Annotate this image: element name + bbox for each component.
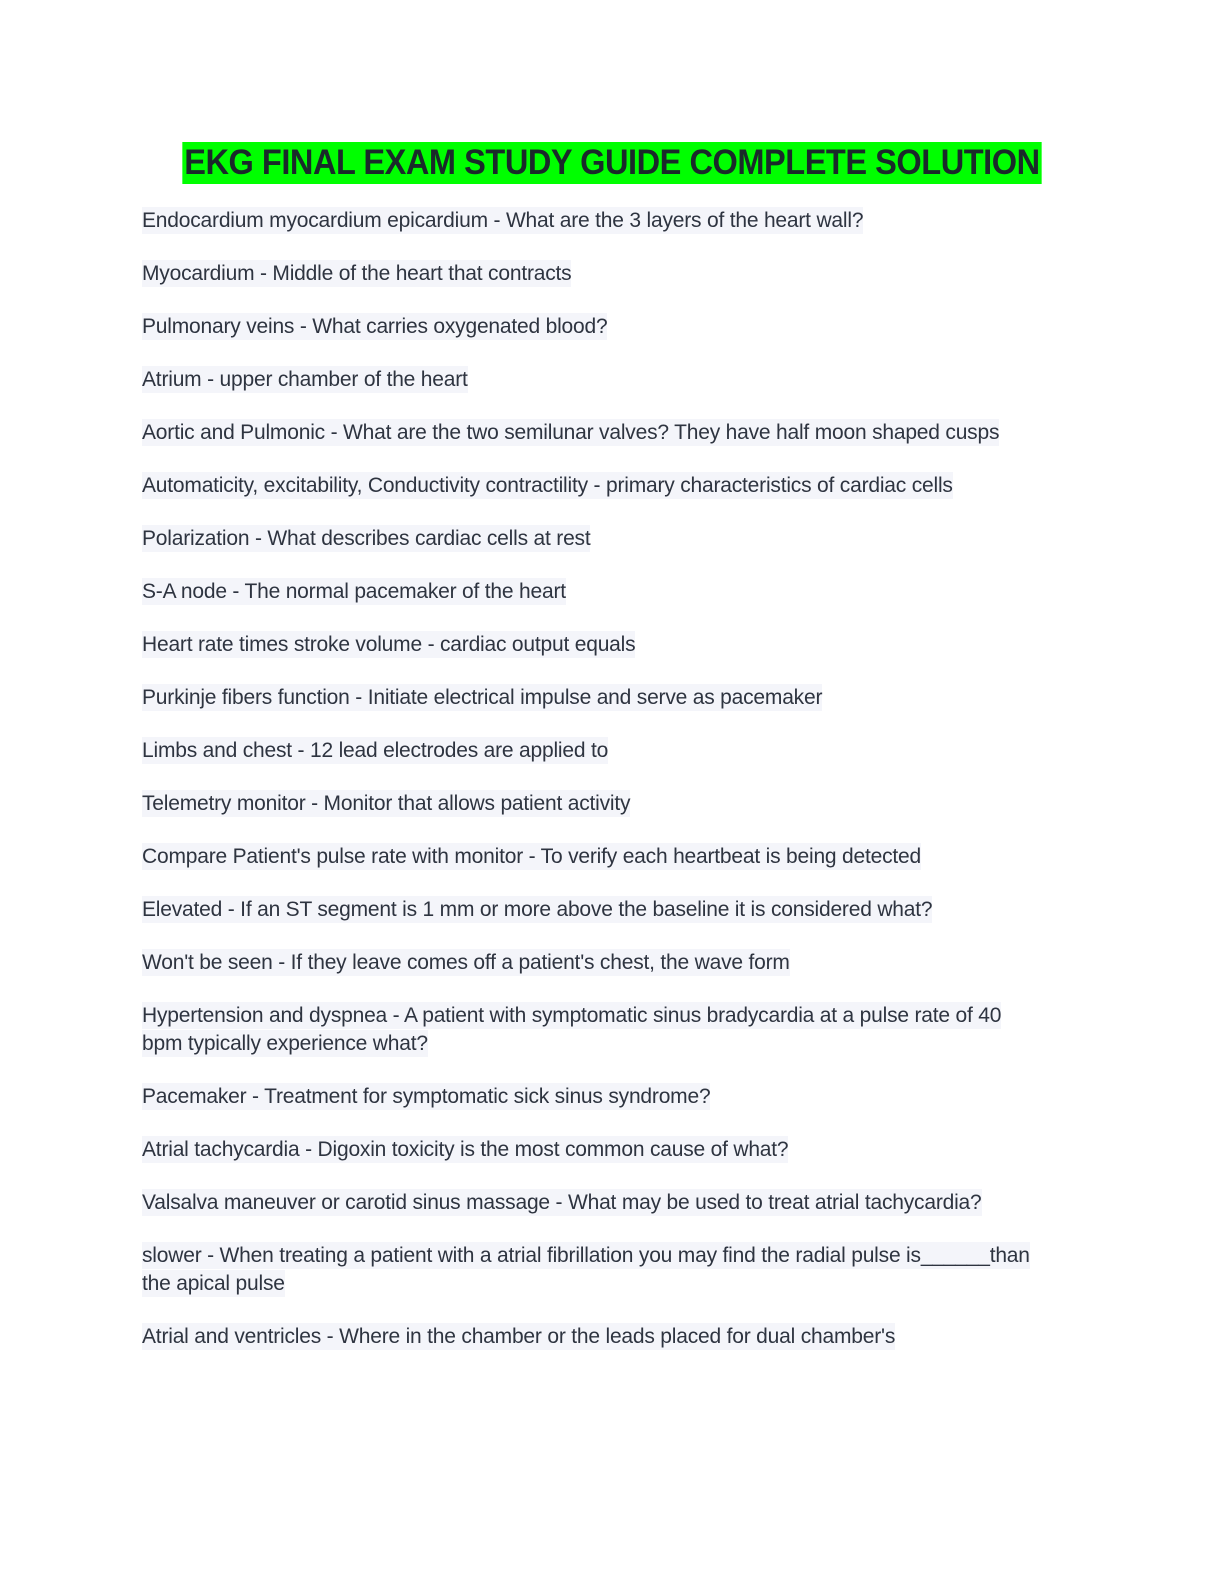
entry-text: Valsalva maneuver or carotid sinus massage - What may be used to treat atrial tachycardia? [142,1191,982,1214]
flashcard-entry [142,1323,1042,1351]
entry-text: Won't be seen - If they leave comes off a patient's chest, the wave form [142,951,790,974]
flashcard-entry [142,949,1042,977]
flashcard-entry [142,525,1042,553]
entry-text: Hypertension and dyspnea - A patient with symptomatic sinus bradycardia at a pulse rate of 40 bpm typically experience what? [142,1004,1002,1055]
entry-text: Limbs and chest - 12 lead electrodes are applied to [142,739,609,762]
flashcard-entry [142,1189,1042,1217]
entry-text: Myocardium - Middle of the heart that contracts [142,262,572,285]
entry-text: Atrial tachycardia - Digoxin toxicity is the most common cause of what? [142,1138,789,1161]
entry-text: Pulmonary veins - What carries oxygenated blood? [142,315,608,338]
entry-text: Pacemaker - Treatment for symptomatic sick sinus syndrome? [142,1085,711,1108]
flashcard-entry [142,843,1042,871]
flashcard-entry [142,207,1042,235]
entry-text: Endocardium myocardium epicardium - What are the 3 layers of the heart wall? [142,209,864,232]
entry-text: Telemetry monitor - Monitor that allows patient activity [142,792,631,815]
flashcard-entry [142,1083,1042,1111]
entry-text: Aortic and Pulmonic - What are the two semilunar valves? They have half moon shaped cusps [142,421,1000,444]
flashcard-entry [142,313,1042,341]
entry-text: Compare Patient's pulse rate with monitor - To verify each heartbeat is being detected [142,845,922,868]
entry-text: slower - When treating a patient with a atrial fibrillation you may find the radial pulse is______than the apical pulse [142,1244,1030,1295]
title-container [0,142,1224,184]
flashcard-entry [142,684,1042,712]
entry-text: Elevated - If an ST segment is 1 mm or more above the baseline it is considered what? [142,898,933,921]
entry-text: Atrium - upper chamber of the heart [142,368,468,391]
flashcard-entry [142,1242,1042,1298]
flashcard-entry [142,366,1042,394]
entry-text: Atrial and ventricles - Where in the chamber or the leads placed for dual chamber's [142,1325,896,1348]
entry-text: Purkinje fibers function - Initiate electrical impulse and serve as pacemaker [142,686,823,709]
document-title: EKG FINAL EXAM STUDY GUIDE COMPLETE SOLUTION [184,143,1040,182]
flashcard-list [142,207,1042,1376]
flashcard-entry [142,260,1042,288]
flashcard-entry [142,737,1042,765]
flashcard-entry [142,790,1042,818]
entry-text: S-A node - The normal pacemaker of the heart [142,580,566,603]
flashcard-entry [142,419,1042,447]
entry-text: Polarization - What describes cardiac cells at rest [142,527,591,550]
flashcard-entry [142,631,1042,659]
flashcard-entry [142,472,1042,500]
flashcard-entry [142,578,1042,606]
flashcard-entry [142,1136,1042,1164]
flashcard-entry [142,1002,1042,1058]
entry-text: Automaticity, excitability, Conductivity contractility - primary characteristics of cardiac cells [142,474,953,497]
entry-text: Heart rate times stroke volume - cardiac output equals [142,633,636,656]
flashcard-entry [142,896,1042,924]
